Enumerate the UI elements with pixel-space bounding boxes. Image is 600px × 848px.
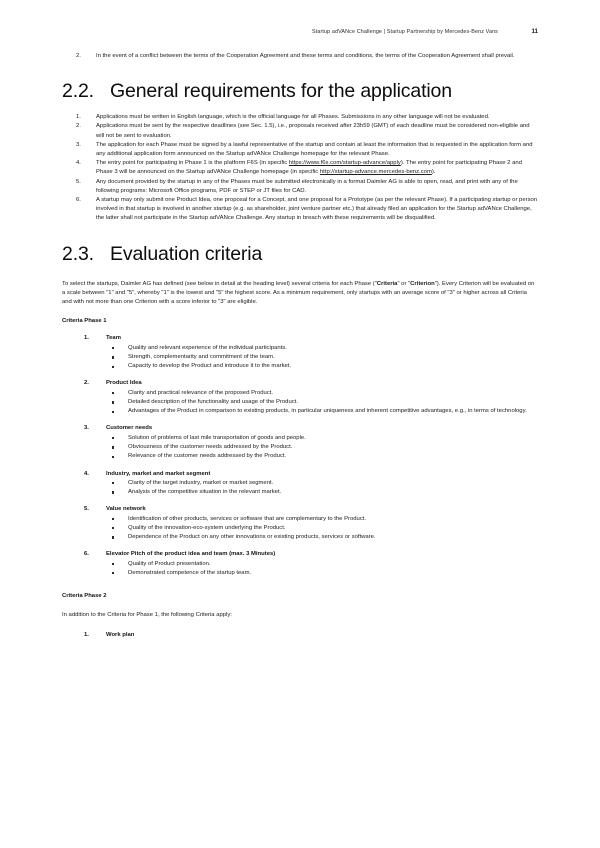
bullet-item (106, 362, 538, 371)
bullet-text: Analysis of the competitive situation in the relevant market. (128, 489, 282, 496)
intro-bold-criteria: Criteria (376, 280, 398, 287)
bullet-dot-icon (112, 356, 114, 358)
list-item-text-part-2: ). The entry point for participating Phase 2 and Phase 3 will be announced on the Startup adVANce Challenge homepage (in specific (96, 160, 522, 176)
criterion-marker: 2. (84, 380, 89, 387)
criterion-title: Product Idea (106, 380, 142, 387)
criterion-title: Team (106, 335, 121, 342)
criterion-marker: 1. (84, 335, 89, 342)
bullet-dot-icon (112, 446, 114, 448)
bullet-item (106, 452, 538, 461)
list-item-text: The application for each Phase must be signed by a lawful representative of the startup and contain at least the information that is requested in the application form and any additional application form announced on the Startup adVANce Challenge homepage for the relevant Phase. (96, 141, 533, 158)
criterion-marker: 3. (84, 425, 89, 432)
criterion-bullets (106, 515, 538, 543)
list-item-text: Applications must be sent by the respective deadlines (see Sec. 1.5), i.e., proposals received after 23h59 (GMT) of each deadline must be considered non-eligible and will not be sent to evaluation. (96, 123, 530, 139)
bullet-text: Quality and relevant experience of the individual participants. (128, 344, 287, 351)
bullet-text: Strength, complementarity and commitment of the team. (128, 354, 275, 361)
criterion-bullets (106, 434, 538, 462)
bullet-text: Detailed description of the functionality and usage of the Product. (128, 399, 298, 406)
criterion-title: Elevator Pitch of the product idea and team (max. 3 Minutes) (106, 551, 276, 558)
carryover-list (62, 52, 538, 61)
bullet-text: Clarity and practical relevance of the proposed Product. (128, 389, 274, 396)
bullet-dot-icon (112, 456, 114, 458)
criterion-3 (62, 424, 538, 461)
section-number: 2.3. (62, 242, 94, 265)
criterion-title: Work plan (106, 631, 135, 638)
section-title: Evaluation criteria (110, 242, 263, 265)
bullet-dot-icon (112, 563, 114, 565)
list-marker: 1. (76, 114, 81, 121)
bullet-dot-icon (112, 572, 114, 574)
criteria-phase-2-label: Criteria Phase 2 (62, 593, 107, 600)
list-marker: 2. (76, 53, 81, 59)
bullet-item (106, 344, 538, 353)
list-item-text-part-1: The entry point for participating in Phase 1 is the platform F6S (in specific (96, 160, 289, 167)
intro-text-part-1: To select the startups, Daimler AG has defined (see below in detail at the heading level) several criteria for each Phase (" (62, 280, 377, 287)
bullet-text: Obviousness of the customer needs addressed by the Product. (128, 444, 293, 451)
header-title: Startup adVANce Challenge | Startup Partnership by Mercedes-Benz Vans (312, 29, 498, 35)
page-content (62, 52, 538, 640)
bullet-text: Advantages of the Product in comparison to existing products, in particular uniqueness and inherent competitive advantages, e.g., in terms of technology. (128, 408, 527, 415)
criteria-phase-2-list (62, 631, 538, 640)
bullet-item (106, 443, 538, 452)
requirement-item-5 (62, 178, 538, 196)
bullet-text: Dependence of the Product on any other innovations or existing products, services or software. (128, 534, 376, 541)
bullet-item (106, 524, 538, 533)
criteria-phase-1-label: Criteria Phase 1 (62, 318, 107, 325)
evaluation-criteria-intro (62, 280, 538, 308)
criterion-bullets (106, 344, 538, 372)
criterion-bullets (106, 560, 538, 578)
criterion-title: Value network (106, 506, 146, 513)
bullet-dot-icon (112, 401, 114, 403)
intro-text-part-2: " or " (397, 280, 411, 287)
bullet-text: Identification of other products, services or software that are complementary to the Product. (128, 515, 367, 522)
list-marker: 4. (76, 160, 81, 167)
bullet-item (106, 434, 538, 443)
criteria-phase-1-list (62, 334, 538, 578)
bullet-item (106, 407, 538, 416)
bullet-item (106, 560, 538, 569)
criterion-bullets (106, 389, 538, 417)
list-item-text: In the event of a conflict between the terms of the Cooperation Agreement and these terms and conditions, the terms of the Cooperation Agreement shall prevail. (96, 53, 515, 59)
criterion-1 (62, 334, 538, 371)
bullet-item (106, 389, 538, 398)
bullet-item (106, 479, 538, 488)
criterion-bullets (106, 479, 538, 497)
mercedes-benz-homepage-link[interactable]: http://startup-advance.mercedes-benz.com (319, 169, 432, 176)
criterion-marker: 6. (84, 551, 89, 558)
list-marker: 2. (76, 123, 81, 130)
bullet-text: Solution of problems of last mile transportation of goods and people. (128, 434, 306, 441)
criterion-marker: 5. (84, 506, 89, 513)
list-marker: 3. (76, 141, 81, 148)
bullet-item (106, 515, 538, 524)
bullet-dot-icon (112, 491, 114, 493)
requirement-item-2 (62, 122, 538, 140)
bullet-text: Quality of Product presentation. (128, 560, 211, 567)
section-title: General requirements for the application (110, 80, 452, 103)
list-item-text: A startup may only submit one Product Idea, one proposal for a Concept, and one proposal for a Prototype (as per the relevant Phase). If a participating startup or person involved in that startup is involved in another startup (e.g. as shareholder, joint venture partner etc.) that already filed an application for the Startup adVANce Challenge, the latter shall not participate in the Startup adVANce Challenge. Any startup in breach with these requirements will be disqualified. (96, 197, 538, 222)
carryover-list-item (62, 52, 538, 61)
requirement-item-6 (62, 196, 538, 224)
criterion-4 (62, 470, 538, 498)
section-heading-2-2 (62, 79, 538, 103)
bullet-dot-icon (112, 437, 114, 439)
bullet-dot-icon (112, 347, 114, 349)
criterion-marker: 1. (84, 631, 89, 638)
list-marker: 5. (76, 178, 81, 185)
intro-text-part-3: "). Every Criterion will be evaluated on a scale between "1" and "5", whereby "1" is the lowest and "5" the highest score. As a minimum requirement, only startups with an average score of "3" or higher across all Criteria and with not more than one Criterion with a score inferior to "3" are eligible. (62, 280, 535, 306)
intro-bold-criterion: Criterion (410, 280, 435, 287)
criterion-marker: 4. (84, 470, 89, 477)
criterion-6 (62, 550, 538, 578)
section-heading-2-3 (62, 242, 538, 266)
bullet-dot-icon (112, 518, 114, 520)
bullet-item (106, 533, 538, 542)
list-marker: 6. (76, 197, 81, 204)
bullet-dot-icon (112, 482, 114, 484)
section-number: 2.2. (62, 80, 94, 103)
bullet-item (106, 398, 538, 407)
bullet-text: Relevance of the customer needs addressed by the Product. (128, 453, 287, 460)
bullet-dot-icon (112, 411, 114, 413)
page-running-header (62, 28, 538, 35)
criterion-title: Industry, market and market segment (106, 470, 211, 477)
general-requirements-list (62, 113, 538, 223)
bullet-dot-icon (112, 366, 114, 368)
criterion-2 (62, 379, 538, 416)
bullet-dot-icon (112, 392, 114, 394)
criterion-5 (62, 505, 538, 542)
bullet-item (106, 569, 538, 578)
criteria-phase-2-intro: In addition to the Criteria for Phase 1, the following Criteria apply: (62, 612, 232, 619)
requirement-item-1 (62, 113, 538, 122)
bullet-dot-icon (112, 536, 114, 538)
criterion-title: Customer needs (106, 425, 153, 432)
list-item-text: Applications must be written in English language, which is the official language for all Phases. Submissions in any other language will not be evaluated. (96, 114, 490, 121)
bullet-text: Capacity to develop the Product and introduce it to the market. (128, 363, 292, 370)
page-number: 11 (531, 28, 538, 35)
bullet-dot-icon (112, 527, 114, 529)
f6s-application-link[interactable]: https://www.f6s.com/startup-advance/apply (288, 160, 401, 167)
list-item-text-part-3: ). (431, 169, 436, 176)
list-item-text: Any document provided by the startup in any of the Phases must be submitted electronically in a format Daimler AG is able to open, read, and print with any of the following programs: Microsoft Office programs, PDF or STEP or JT files for CAD. (96, 178, 518, 194)
bullet-item (106, 353, 538, 362)
requirement-item-3 (62, 141, 538, 159)
bullet-item (106, 488, 538, 497)
requirement-item-4 (62, 159, 538, 177)
bullet-text: Quality of the innovation-eco-system underlying the Product. (128, 524, 286, 531)
bullet-text: Clarity of the target industry, market or market segment. (128, 479, 274, 486)
criterion-p2-1 (62, 631, 538, 640)
bullet-text: Demonstrated competence of the startup team. (128, 569, 252, 576)
